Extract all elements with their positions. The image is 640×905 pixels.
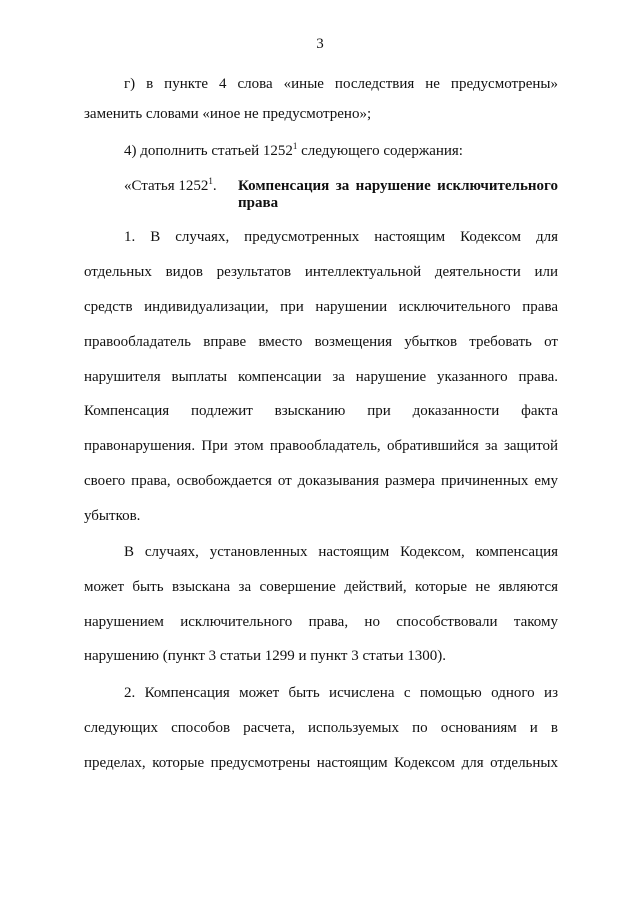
paragraph-line: убытков. bbox=[84, 508, 141, 524]
paragraph-line: 1. В случаях, предусмотренных настоящим Кодексом для bbox=[124, 229, 558, 245]
text-run: «Статья 1252 bbox=[124, 178, 209, 194]
paragraph-line: В случаях, установленных настоящим Кодексом, компенсация bbox=[124, 544, 558, 560]
text-run: . bbox=[212, 178, 217, 194]
paragraph-line: средств индивидуализации, при нарушении исключительного права bbox=[84, 299, 558, 315]
paragraph-line: пределах, которые предусмотрены настоящим Кодексом для отдельных bbox=[84, 755, 558, 771]
paragraph-line: г) в пункте 4 слова «иные последствия не предусмотрены» bbox=[124, 76, 558, 92]
paragraph-line: 2. Компенсация может быть исчислена с помощью одного из bbox=[124, 685, 558, 701]
superscript: 1 bbox=[292, 141, 298, 151]
paragraph-line: нарушению (пункт 3 статьи 1299 и пункт 3 статьи 1300). bbox=[84, 648, 447, 664]
superscript: 1 bbox=[208, 176, 213, 186]
paragraph-line bbox=[124, 143, 558, 160]
paragraph-line: правообладатель вправе вместо возмещения убытков требовать от bbox=[84, 334, 558, 350]
article-label bbox=[124, 178, 217, 195]
paragraph-line: заменить словами «иное не предусмотрено»; bbox=[84, 106, 372, 122]
paragraph-line: Компенсация подлежит взысканию при доказанности факта bbox=[84, 403, 558, 419]
paragraph-line: отдельных видов результатов интеллектуальной деятельности или bbox=[84, 264, 558, 280]
text-run: следующего содержания: bbox=[297, 143, 463, 159]
paragraph-line: своего права, освобождается от доказывания размера причиненных ему bbox=[84, 473, 558, 489]
paragraph-line: следующих способов расчета, используемых по основаниям и в bbox=[84, 720, 558, 736]
paragraph-line: нарушителя выплаты компенсации за нарушение указанного права. bbox=[84, 369, 558, 385]
article-title-line: права bbox=[238, 195, 279, 211]
article-title-line: Компенсация за нарушение исключительного bbox=[238, 178, 558, 194]
text-run: 4) дополнить статьей 1252 bbox=[124, 143, 293, 159]
paragraph-line: может быть взыскана за совершение действий, которые не являются bbox=[84, 579, 558, 595]
paragraph-line: нарушением исключительного права, но способствовали такому bbox=[84, 614, 558, 630]
page-number: 3 bbox=[316, 36, 324, 52]
paragraph-line: правонарушения. При этом правообладатель, обратившийся за защитой bbox=[84, 438, 558, 454]
article-title bbox=[238, 178, 558, 212]
